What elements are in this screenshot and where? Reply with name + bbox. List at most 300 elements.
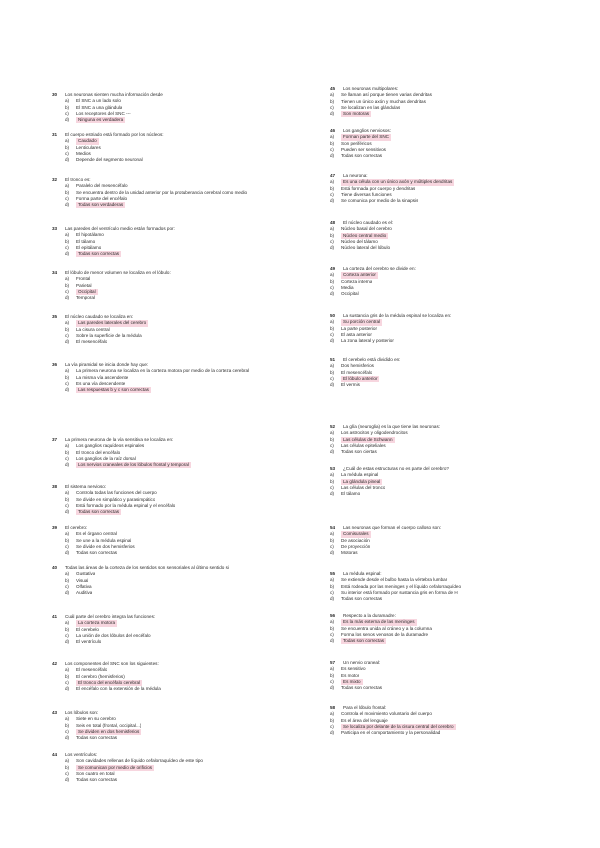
- option-letter: c): [65, 150, 69, 156]
- option-letter: a): [330, 134, 335, 140]
- option-text: De asociación: [341, 537, 370, 543]
- question-48: [330, 220, 592, 251]
- question-31: [52, 132, 314, 163]
- question-38: [52, 484, 314, 515]
- option-letter: b): [330, 625, 335, 631]
- question-text: El núcleo caudado es el:: [343, 220, 394, 225]
- question-text: Los neuronas multipolares:: [343, 86, 399, 91]
- option-letter: d): [65, 550, 70, 556]
- option-letter: d): [330, 382, 335, 388]
- option-text: Está formado por la médula espinal y el encéfalo: [76, 502, 176, 508]
- option-text: Es motor: [341, 672, 360, 678]
- option-text: Son cuatro en total: [76, 770, 115, 776]
- option-letter: a): [330, 531, 335, 537]
- option-letter: a): [65, 531, 70, 537]
- option-text: Los astrocitos y oligodendrocitos: [341, 430, 408, 436]
- option-text: Es una vía descendente: [76, 380, 126, 386]
- question-text: Los neuronas sienten mucha información desde: [65, 92, 163, 97]
- option-letter: b): [65, 282, 70, 288]
- option-letter: d): [65, 387, 70, 393]
- answer-option: [330, 449, 592, 455]
- question-number: 43: [52, 710, 58, 715]
- option-letter: a): [330, 430, 335, 436]
- option-letter: c): [65, 502, 69, 508]
- answer-option: [52, 295, 314, 301]
- question-number: 55: [330, 571, 336, 576]
- option-text: Olfativa: [76, 583, 92, 589]
- option-text: Tienen un único axón y muchas dendritas: [341, 98, 426, 104]
- question-number: 34: [52, 270, 58, 275]
- option-letter: d): [330, 153, 335, 159]
- question-text: La glía (neuroglia) es la que tiene las neuronas:: [343, 424, 441, 429]
- option-letter: a): [65, 571, 70, 577]
- highlighted-answer: Los nervios craneales de los lóbulos frontal y temporal: [78, 462, 189, 468]
- option-text: El asta anterior: [341, 331, 372, 337]
- option-letter: a): [65, 320, 70, 326]
- question-number: 47: [330, 173, 336, 178]
- option-letter: c): [330, 146, 334, 152]
- question-number: 46: [330, 128, 336, 133]
- highlighted-answer: Son motoras: [343, 111, 370, 117]
- option-text: El hipotálamo: [76, 232, 104, 238]
- answer-option: [52, 387, 314, 393]
- option-text: El vermis: [341, 382, 360, 388]
- highlighted-answer: Su porción central: [343, 319, 381, 325]
- option-letter: b): [330, 98, 335, 104]
- option-text: Todas son correctas: [76, 777, 118, 783]
- option-text: La parte posterior: [341, 325, 378, 331]
- option-letter: c): [65, 679, 69, 685]
- question-55: [330, 571, 592, 602]
- option-text: Corteza interna: [341, 278, 373, 284]
- answer-option: [52, 735, 314, 741]
- question-45: [330, 86, 592, 117]
- question-58: [330, 705, 592, 736]
- question-text: El sistema nervioso:: [65, 484, 107, 489]
- option-text: Los receptores del SNC ---: [76, 110, 131, 116]
- highlighted-answer: Se localiza por delante de la cisura central del cerebro: [343, 723, 454, 729]
- option-text: Auditiva: [76, 590, 93, 596]
- option-text: Todas son correctas: [76, 735, 118, 741]
- question-32: [52, 177, 314, 208]
- option-letter: c): [330, 104, 334, 110]
- option-text: Se llaman así porque tienen varias dendritas: [341, 92, 432, 98]
- highlighted-answer: Se comunican por medio de orificios: [78, 764, 153, 770]
- option-letter: b): [330, 232, 335, 238]
- option-letter: c): [65, 195, 69, 201]
- question-43: [52, 710, 314, 741]
- option-letter: b): [330, 185, 335, 191]
- option-letter: c): [330, 442, 334, 448]
- question-56: [330, 613, 592, 644]
- question-text: Las neuronas que forman el cuerpo calloso son:: [343, 525, 442, 530]
- option-text: Paralelo del mesencéfalo: [76, 183, 128, 189]
- option-text: Se encuentra unida al cráneo y a la columna: [341, 625, 432, 631]
- option-letter: a): [330, 179, 335, 185]
- question-number: 45: [330, 86, 336, 91]
- option-text: El encéfalo con la extensión de la médula: [76, 686, 161, 692]
- option-text: Dos hemisferios: [341, 363, 374, 369]
- question-text: Los lóbulos son:: [65, 710, 99, 715]
- question-30: [52, 92, 314, 123]
- option-letter: d): [330, 111, 335, 117]
- question-41: [52, 614, 314, 645]
- question-number: 58: [330, 705, 336, 710]
- option-letter: b): [65, 326, 70, 332]
- option-letter: d): [330, 291, 335, 297]
- option-letter: d): [65, 295, 70, 301]
- highlighted-answer: Occipital: [78, 288, 96, 294]
- option-text: Participa en el comportamiento y la personalidad: [341, 730, 441, 736]
- option-text: Forma los senos venosos de la duramadre: [341, 631, 429, 637]
- option-letter: c): [330, 723, 334, 729]
- option-text: Las células epiteliales: [341, 442, 386, 448]
- option-letter: c): [65, 455, 69, 461]
- question-text: El cerebelo está dividido en:: [343, 357, 401, 362]
- option-letter: c): [65, 332, 69, 338]
- question-36: [52, 362, 314, 393]
- question-text: La neurona:: [343, 173, 368, 178]
- question-text: El cuerpo estriado está formado por los núcleos:: [65, 132, 164, 137]
- question-number: 41: [52, 614, 58, 619]
- option-text: Se divide en dos hemisferios: [76, 543, 135, 549]
- option-letter: c): [330, 284, 334, 290]
- option-letter: d): [65, 777, 70, 783]
- option-letter: a): [65, 368, 70, 374]
- option-letter: b): [330, 537, 335, 543]
- question-stem: [52, 270, 314, 276]
- question-number: 53: [330, 466, 336, 471]
- question-number: 51: [330, 357, 336, 362]
- option-letter: a): [330, 226, 335, 232]
- question-40: [52, 565, 314, 596]
- option-text: Frontal: [76, 276, 91, 282]
- question-number: 39: [52, 525, 58, 530]
- answer-option: [52, 777, 314, 783]
- option-letter: b): [65, 374, 70, 380]
- option-text: Seis en total (frontal, occipital...): [76, 722, 142, 728]
- question-text: Los ventrículos:: [65, 752, 98, 757]
- option-letter: d): [330, 491, 335, 497]
- question-51: [330, 357, 592, 388]
- option-letter: d): [65, 639, 70, 645]
- option-letter: b): [330, 278, 335, 284]
- option-letter: a): [65, 138, 70, 144]
- option-text: Lenticulares: [76, 144, 101, 150]
- question-number: 57: [330, 660, 336, 665]
- highlighted-answer: Comisurales: [343, 531, 369, 537]
- answer-option: [52, 339, 314, 345]
- option-letter: c): [330, 191, 334, 197]
- option-letter: d): [65, 202, 70, 208]
- option-text: Tiene diversas funciones: [341, 191, 392, 197]
- question-text: ¿Cuál de estas estructuras no es parte del cerebro?: [343, 466, 449, 471]
- highlighted-answer: Se dividen en dos hemisferios: [78, 728, 140, 734]
- option-text: Son cavidades rellenas de líquido cefalorraquídeo de este tipo: [76, 758, 203, 764]
- question-text: Los ganglios nerviosos:: [343, 128, 392, 133]
- option-letter: d): [330, 198, 335, 204]
- answer-option: [330, 245, 592, 251]
- question-number: 52: [330, 424, 336, 429]
- question-text: El núcleo caudado se localiza en:: [65, 314, 134, 319]
- question-44: [52, 752, 314, 783]
- option-letter: c): [65, 583, 69, 589]
- option-letter: d): [330, 638, 335, 644]
- question-text: La corteza del cerebro se divide en:: [343, 266, 416, 271]
- option-text: La zona lateral y posterior: [341, 338, 394, 344]
- highlighted-answer: Forman parte del SNC: [343, 134, 389, 140]
- option-letter: b): [65, 449, 70, 455]
- highlighted-answer: Es mixto: [343, 678, 361, 684]
- option-letter: c): [65, 288, 69, 294]
- option-text: Temporal: [76, 295, 95, 301]
- highlighted-answer: El lóbulo anterior: [343, 375, 378, 381]
- question-text: La sustancia gris de la médula espinal se localiza en:: [343, 313, 452, 318]
- option-text: El mesencéfalo: [76, 339, 108, 345]
- option-text: Es el órgano central: [76, 531, 117, 537]
- option-letter: a): [330, 92, 335, 98]
- answer-option: [52, 251, 314, 257]
- option-text: Se extiende desde el bulbo hasta la vértebra lumbar: [341, 577, 448, 583]
- option-letter: c): [65, 244, 69, 250]
- answer-option: [52, 202, 314, 208]
- option-letter: b): [65, 626, 70, 632]
- option-letter: b): [65, 764, 70, 770]
- option-letter: b): [65, 144, 70, 150]
- option-text: Se encuentra dentro de la unidad anterior por la protuberancia cerebral como medio: [76, 189, 248, 195]
- highlighted-answer: Corteza anterior: [343, 272, 376, 278]
- question-number: 50: [330, 313, 336, 318]
- option-text: El mesencéfalo: [341, 369, 373, 375]
- question-text: El lóbulo de menor volumen se localiza en el lóbulo:: [65, 270, 171, 275]
- option-letter: a): [65, 758, 70, 764]
- answer-option: [330, 491, 592, 497]
- option-text: De proyección: [341, 543, 371, 549]
- option-letter: d): [330, 449, 335, 455]
- option-letter: d): [330, 596, 335, 602]
- question-text: Los componentes del SNC son los siguientes:: [65, 661, 159, 666]
- question-number: 37: [52, 437, 58, 442]
- option-letter: a): [330, 619, 335, 625]
- question-text: Respecto a la duramadre:: [343, 613, 396, 618]
- question-text: El cerebro:: [65, 525, 88, 530]
- option-letter: c): [330, 238, 334, 244]
- option-text: Pueden ser sensitivos: [341, 146, 386, 152]
- option-letter: c): [330, 678, 334, 684]
- option-text: La médula espinal: [341, 472, 379, 478]
- option-letter: b): [65, 722, 70, 728]
- option-text: Siete en su cerebro: [76, 716, 116, 722]
- option-letter: b): [330, 478, 335, 484]
- option-text: La unión de dos lóbulos del encéfalo: [76, 632, 151, 638]
- question-39: [52, 525, 314, 556]
- question-text: Un nervio craneal:: [343, 660, 381, 665]
- option-text: El SNC a un lado solo: [76, 98, 121, 104]
- option-letter: c): [65, 728, 69, 734]
- highlighted-answer: Es una célula con un único axón y múltiples dendritas: [343, 179, 453, 185]
- option-letter: a): [330, 711, 335, 717]
- option-text: Las células del tronco: [341, 484, 386, 490]
- answer-option: [52, 509, 314, 515]
- option-letter: c): [65, 770, 69, 776]
- answer-option: [330, 111, 592, 117]
- question-50: [330, 313, 592, 344]
- option-letter: d): [65, 590, 70, 596]
- option-letter: c): [65, 380, 69, 386]
- option-text: Parietal: [76, 282, 92, 288]
- option-letter: a): [65, 98, 70, 104]
- answer-option: [52, 462, 314, 468]
- option-letter: b): [65, 537, 70, 543]
- option-letter: d): [330, 685, 335, 691]
- highlighted-answer: Todas son correctas: [78, 509, 120, 515]
- option-text: Núcleo del tálamo: [341, 238, 378, 244]
- highlighted-answer: Núcleo central medio: [343, 232, 387, 238]
- highlighted-answer: Todas son correctas: [78, 251, 120, 257]
- option-letter: d): [65, 462, 70, 468]
- option-text: Los ganglios de la raíz dorsal: [76, 455, 136, 461]
- option-text: El tálamo: [76, 238, 96, 244]
- answer-option: [330, 382, 592, 388]
- question-number: 42: [52, 661, 58, 666]
- option-letter: a): [330, 577, 335, 583]
- option-text: Núcleo lateral del lóbulo: [341, 245, 391, 251]
- option-text: Todas son correctas: [341, 153, 383, 159]
- option-text: Visual: [76, 577, 89, 583]
- question-number: 40: [52, 565, 58, 570]
- option-letter: d): [330, 550, 335, 556]
- answer-option: [52, 550, 314, 556]
- option-text: Forma parte del encéfalo: [76, 195, 128, 201]
- highlighted-answer: Ninguna es verdadera: [78, 117, 124, 123]
- option-letter: a): [330, 272, 335, 278]
- option-letter: b): [330, 717, 335, 723]
- question-text: La vía piramidal se inicia donde hay que:: [65, 362, 149, 367]
- question-text: El tronco es:: [65, 177, 91, 182]
- option-letter: a): [65, 667, 70, 673]
- option-letter: a): [65, 183, 70, 189]
- option-letter: b): [330, 436, 335, 442]
- option-text: Motoras: [341, 550, 358, 556]
- option-text: Controla el movimiento voluntario del cuerpo: [341, 711, 432, 717]
- option-letter: a): [65, 232, 70, 238]
- option-letter: a): [330, 472, 335, 478]
- question-33: [52, 226, 314, 257]
- option-letter: d): [65, 157, 70, 163]
- option-letter: b): [65, 189, 70, 195]
- option-letter: d): [65, 735, 70, 741]
- option-letter: d): [65, 251, 70, 257]
- question-number: 54: [330, 525, 336, 530]
- question-text: La primera neurona de la vía sensitiva se localiza en:: [65, 437, 174, 442]
- highlighted-answer: La glándula pineal: [343, 478, 381, 484]
- answer-option: [52, 590, 314, 596]
- option-text: La primera neurona se localiza en la corteza motora por medio de la corteza cerebral: [76, 368, 250, 374]
- answer-option: [330, 291, 592, 297]
- option-text: Su interior está formado por sustancia gris en forma de H: [341, 589, 458, 595]
- option-letter: a): [65, 276, 70, 282]
- answer-option: [330, 338, 592, 344]
- question-35: [52, 314, 314, 345]
- question-57: [330, 660, 592, 691]
- question-number: 44: [52, 752, 58, 757]
- question-text: Las paredes del ventrículo medio están formados por:: [65, 226, 175, 231]
- option-text: Todas son correctas: [341, 596, 383, 602]
- question-number: 31: [52, 132, 58, 137]
- option-letter: c): [65, 543, 69, 549]
- question-number: 30: [52, 92, 58, 97]
- option-text: Todas son correctas: [76, 550, 118, 556]
- question-number: 32: [52, 177, 58, 182]
- option-text: La cisura central: [76, 326, 110, 332]
- option-text: La misma vía ascendente: [76, 374, 129, 380]
- question-54: [330, 525, 592, 556]
- question-number: 36: [52, 362, 58, 367]
- option-letter: a): [65, 620, 70, 626]
- option-text: Se divide en simpático y parasimpático: [76, 496, 156, 502]
- question-stem: [330, 660, 592, 666]
- option-text: El epitálamo: [76, 244, 102, 250]
- question-text: La médula espinal:: [343, 571, 382, 576]
- option-text: El ventrículo: [76, 639, 102, 645]
- answer-option: [52, 639, 314, 645]
- answer-option: [330, 550, 592, 556]
- answer-option: [330, 685, 592, 691]
- answer-option: [330, 153, 592, 159]
- highlighted-answer: Las células de Schwann: [343, 436, 393, 442]
- answer-option: [330, 730, 592, 736]
- option-text: El cerebelo: [76, 626, 99, 632]
- option-letter: b): [330, 672, 335, 678]
- question-52: [330, 424, 592, 455]
- question-49: [330, 266, 592, 297]
- option-letter: d): [330, 730, 335, 736]
- answer-option: [330, 638, 592, 644]
- question-47: [330, 173, 592, 204]
- option-letter: d): [65, 686, 70, 692]
- answer-option: [330, 596, 592, 602]
- option-text: Son periféricos: [341, 140, 372, 146]
- option-text: Media: [341, 284, 354, 290]
- option-text: Todas son correctas: [341, 685, 383, 691]
- option-letter: b): [330, 369, 335, 375]
- question-42: [52, 661, 314, 692]
- option-letter: a): [330, 363, 335, 369]
- option-letter: c): [330, 543, 334, 549]
- option-letter: b): [65, 577, 70, 583]
- question-number: 48: [330, 220, 336, 225]
- question-number: 56: [330, 613, 336, 618]
- highlighted-answer: Es la más externa de las meninges: [343, 619, 415, 625]
- option-letter: b): [65, 496, 70, 502]
- highlighted-answer: Caudado: [78, 138, 97, 144]
- option-text: Medios: [76, 150, 91, 156]
- highlighted-answer: Las paredes laterales del cerebro: [78, 320, 147, 326]
- option-text: Está formada por cuerpo y dendritas: [341, 185, 416, 191]
- option-text: Occipital: [341, 291, 359, 297]
- highlighted-answer: Todas son verdaderas: [78, 202, 124, 208]
- option-text: Se une a la médula espinal: [76, 537, 132, 543]
- option-letter: d): [65, 117, 70, 123]
- option-letter: a): [65, 443, 70, 449]
- option-text: Se comunica por medio de la sinapsis: [341, 198, 419, 204]
- option-letter: c): [330, 331, 334, 337]
- option-text: Se localizan en las glándulas: [341, 104, 401, 110]
- highlighted-answer: Las respuestas b y c son correctas: [78, 387, 149, 393]
- option-letter: c): [330, 631, 334, 637]
- option-text: El SNC a una glándula: [76, 104, 123, 110]
- option-letter: d): [330, 245, 335, 251]
